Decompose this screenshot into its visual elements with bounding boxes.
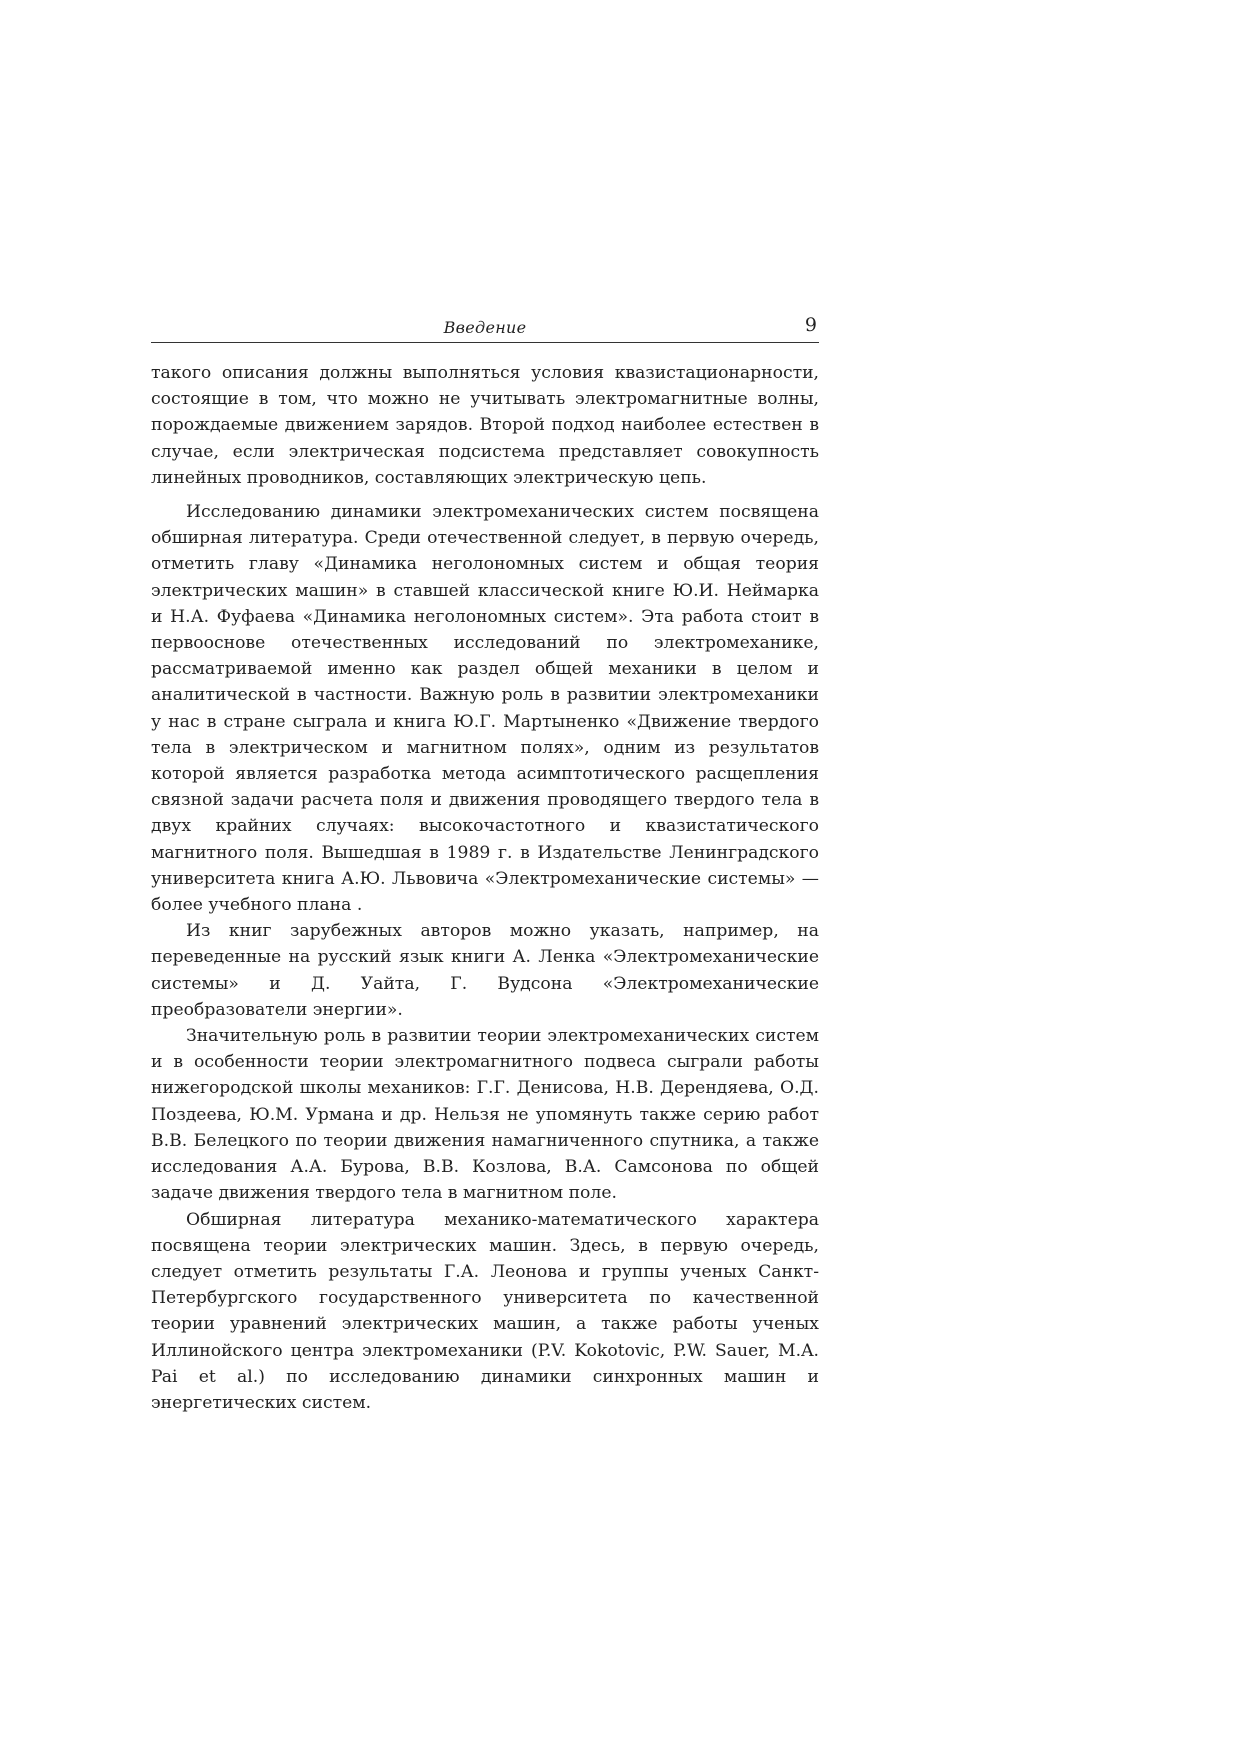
running-header-title: Введение [443,318,527,337]
paragraph-continued: такого описания должны выполняться условия квазистационарности, состоящие в том, что можно не учитывать электромагнитные волны, порождаемые движением зарядов. Второй подход наиболее естествен в случае, если электрическая подсистема представляет совокупность линейных проводников, составляющих электрическую цепь. [151,363,819,488]
running-header [151,312,819,343]
page-number: 9 [804,314,817,336]
paragraph: Исследованию динамики электромеханических систем посвящена обширная литература. Среди отечественной следует, в первую очередь, отметить главу «Динамика неголономных систем и общая теория электрических машин» в ставшей классической книге Ю.И. Неймарка и Н.А. Фуфаева «Динамика неголономных систем». Эта работа стоит в первооснове отечественных исследований по электромеханике, рассматриваемой именно как раздел общей механики в целом и аналитической в частности. Важную роль в развитии электромеханики у нас в стране сыграла и книга Ю.Г. Мартыненко «Движение твердого тела в электрическом и магнитном полях», одним из результатов которой является разработка метода асимптотического расщепления связной задачи расчета поля и движения проводящего твердого тела в двух крайних случаях: высокочастотного и квазистатического магнитного поля. Вышедшая в 1989 г. в Издательстве Ленинградского университета книга А.Ю. Львовича «Электромеханические системы» — более учебного плана . [151,502,819,916]
paragraph: Значительную роль в развитии теории электромеханических систем и в особенности теории электромагнитного подвеса сыграли работы нижегородской школы механиков: Г.Г. Денисова, Н.В. Дерендяева, О.Д. Поздеева, Ю.М. Урмана и др. Нельзя не упомянуть также серию работ В.В. Белецкого по теории движения намагниченного спутника, а также исследования А.А. Бурова, В.В. Козлова, В.А. Самсонова по общей задаче движения твердого тела в магнитном поле. [151,1026,819,1204]
paragraph: Обширная литература механико-математического характера посвящена теории электрических машин. Здесь, в первую очередь, следует отметить результаты Г.А. Леонова и группы ученых Санкт-Петербургского государственного университета по качественной теории уравнений электрических машин, а также работы ученых Иллинойского центра электромеханики (P.V. Kokotovic, P.W. Sauer, M.A. Pai et al.) по исследованию динамики синхронных машин и энергетических систем. [151,1209,819,1413]
paragraph: Из книг зарубежных авторов можно указать, например, на переведенные на русский язык книги А. Ленка «Электромеханические системы» и Д. Уайта, Г. Вудсона «Электромеханические преобразователи энергии». [151,921,819,1020]
body-text [151,360,819,1416]
